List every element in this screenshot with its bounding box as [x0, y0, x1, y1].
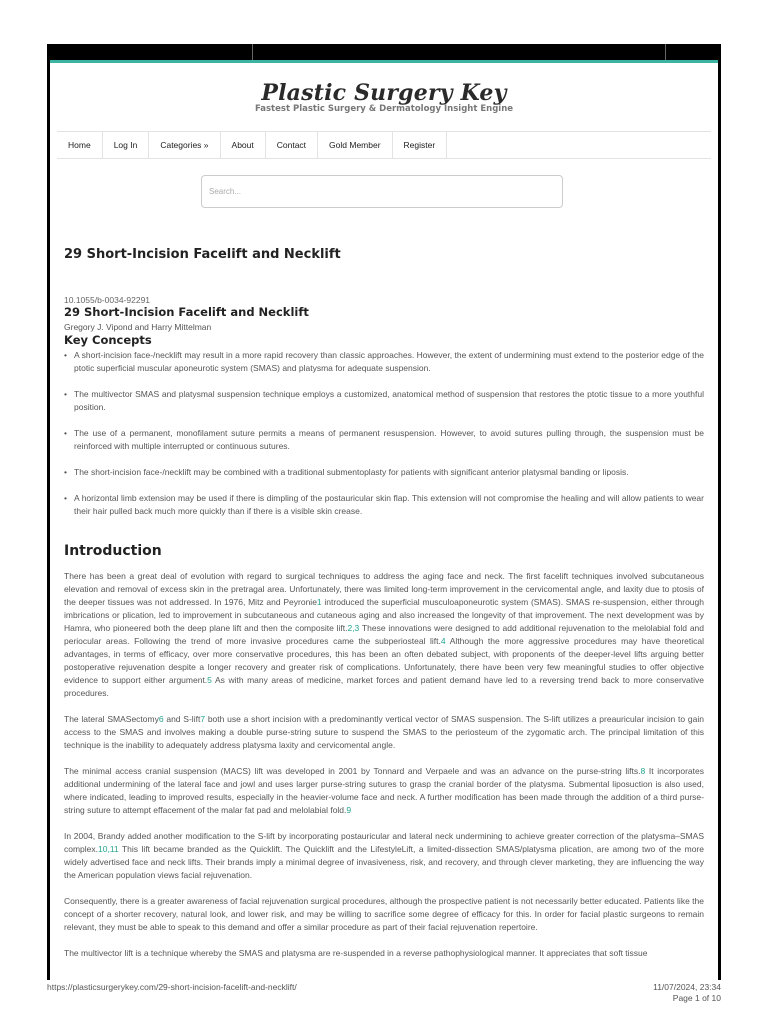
paragraph — [64, 830, 704, 882]
page-title: 29 Short-Incision Facelift and Necklift — [64, 247, 341, 262]
paragraph — [64, 765, 704, 817]
footer-datetime: 11/07/2024, 23:34 — [653, 982, 721, 992]
reference-link[interactable]: 4 — [440, 636, 446, 646]
paragraph: Consequently, there is a greater awareness of facial rejuvenation surgical procedures, although the prospective patient is not necessarily better educated. Patients like the concept of a shorter recovery, natural look, and lower risk, and may be willing to sacrifice some degree of efficacy for this. In order for facial plastic surgeons to remain relevant, they must be able to speak to this demand and offer a similar procedure as part of their facial rejuvenation repertoire. — [64, 896, 704, 932]
footer-url: https://plasticsurgerykey.com/29-short-incision-facelift-and-necklift/ — [47, 982, 297, 992]
topbar-divider — [252, 44, 253, 60]
nav-gold-member[interactable]: Gold Member — [318, 132, 393, 158]
footer-page-number: Page 1 of 10 — [672, 993, 721, 1003]
article-title: 29 Short-Incision Facelift and Necklift — [64, 305, 309, 319]
paragraph-text: Although the more aggressive procedures may have theoretical advantages, in terms of efficacy, over more conservative procedures, this has been an often debated subject, with proponents of the deeper-level lifts arguing better postoperative rejuvenation despite a longer recovery and greater risk of complications. Unfortunately, there have been very few meaningful studies to offer objective evidence to support either argument. — [64, 636, 705, 685]
reference-link[interactable]: 5 — [207, 675, 212, 685]
paragraph-text: The minimal access cranial suspension (MACS) lift was developed in 2001 by Tonnard and Verpaele and was an advance on the purse-string lifts. — [64, 766, 641, 776]
article-authors: Gregory J. Vipond and Harry Mittelman — [64, 322, 212, 332]
paragraph-text: and S-lift — [163, 714, 201, 724]
list-item: • A horizontal limb extension may be used if there is dimpling of the postauricular skin flap. This extension will not compromise the healing and will allow patients to wear their hair pulled back much more quickly than if there is a visible skin crease. — [64, 492, 704, 518]
nav-about[interactable]: About — [221, 132, 266, 158]
reference-link[interactable]: 10,11 — [98, 844, 119, 854]
reference-link[interactable]: 6 — [158, 714, 164, 724]
paragraph: The multivector lift is a technique whereby the SMAS and platysma are re-suspended in a reverse pathophysiological manner. It appreciates that soft tissue — [64, 948, 648, 958]
article-doi: 10.1055/b-0034-92291 — [64, 295, 151, 305]
topbar-divider — [665, 44, 666, 60]
paragraph-text: The lateral SMASectomy — [64, 714, 159, 724]
list-item: • The use of a permanent, monofilament suture permits a means of permanent resuspension. However, to avoid sutures pulling through, the suspension must be reinforced with multiple interrupted or continuous sutures. — [64, 427, 704, 453]
nav-login[interactable]: Log In — [103, 132, 150, 158]
list-item: • The short-incision face-/necklift may be combined with a traditional submentoplasty for patients with significant anterior platysmal banding or liposis. — [64, 466, 704, 479]
paragraph-text: As with many areas of medicine, market forces and patient demand have led to a reversing trend back to more conservative procedures. — [64, 675, 704, 698]
accent-line — [50, 60, 718, 63]
list-item: • A short-incision face-/necklift may result in a more rapid recovery than classic approaches. However, the extent of undermining must extend to the posterior edge of the ptotic superficial muscular aponeurotic system (SMAS) and platysma for adequate suspension. — [64, 349, 704, 375]
paragraph-text: These innovations were designed to add additional rejuvenation to the melolabial fold and periocular areas. Following the trend of more invasive procedures came the subperiosteal lift. — [64, 623, 704, 646]
paragraph-text: In 2004, Brandy added another modification to the S-lift by incorporating postauricular and lateral neck undermining to achieve greater correction of the platysma–SMAS complex. — [64, 831, 704, 854]
nav-register[interactable]: Register — [393, 132, 448, 158]
top-black-bar — [47, 44, 721, 60]
reference-link[interactable]: 8 — [640, 766, 646, 776]
reference-link[interactable]: 1 — [316, 597, 322, 607]
paragraph-text: both use a short incision with a predominantly vertical vector of SMAS suspension. The S-lift utilizes a preauricular incision to gain access to the SMAS and involves making a double purse-string suture to suspend the SMAS to the periosteum of the zygomatic arch. The principal limitation of this technique is the inability to adequately address platysma laxity and cervicomental angle. — [64, 714, 704, 750]
main-nav — [57, 131, 711, 159]
paragraph-text: It incorporates additional undermining of the lateral face and jowl and uses larger purse-string sutures to grasp the cranial border of the platysma. Submental liposuction is also used, where indicated, leading to improved results, especially in the heavier-volume face and neck. A further modification has been made through the addition of a third purse-string suture to attempt effacement of the malar fat pad and melolabial fold. — [64, 766, 704, 815]
introduction-heading: Introduction — [64, 543, 162, 559]
paragraph — [64, 570, 704, 700]
reference-link[interactable]: 2,3 — [347, 623, 360, 633]
key-concepts-list — [64, 349, 704, 531]
paragraph — [64, 713, 704, 752]
reference-link[interactable]: 7 — [200, 714, 206, 724]
article-body — [64, 570, 704, 973]
nav-categories[interactable]: Categories » — [149, 132, 220, 158]
paragraph-text: There has been a great deal of evolution with regard to surgical techniques to address the aging face and neck. The first facelift techniques involved subcutaneous elevation and removal of excess skin in the pretragal area. Unfortunately, there was limited long-term improvement in the cervicomental angle, and laxity due to ptosis of the deeper tissues was not addressed. In 1976, Mitz and Peyronie — [64, 571, 704, 607]
reference-link[interactable]: 9 — [346, 805, 352, 815]
site-logo[interactable]: Plastic Surgery Key — [261, 80, 507, 106]
footer-meta — [653, 982, 721, 1004]
key-concepts-heading: Key Concepts — [64, 333, 152, 347]
paragraph-text: introduced the superficial musculoaponeurotic system (SMAS). SMAS re-suspension, either through imbrications or plication, led to improvement in subcutaneous and cutaneous aging and also increased the longevity of that improvement. The next development was by Hamra, who pioneered both the deep plane lift and then the composite lift. — [64, 597, 704, 633]
nav-contact[interactable]: Contact — [266, 132, 318, 158]
search-input[interactable]: Search... — [201, 175, 563, 208]
paragraph-text: This lift became branded as the Quicklift. The Quicklift and the LifestyleLift, a limited-dissection SMAS/platysma plication, are among two of the more widely advertised face and neck lifts. Their brands imply a minimal degree of invasiveness, risk, and recovery, and through clever marketing, they are influencing the way the American population views facial rejuvenation. — [64, 844, 704, 880]
site-tagline: Fastest Plastic Surgery & Dermatology Insight Engine — [254, 104, 514, 114]
list-item: • The multivector SMAS and platysmal suspension technique employs a customized, anatomical method of suspension that restores the ptotic tissue to a more youthful position. — [64, 388, 704, 414]
nav-home[interactable]: Home — [57, 132, 103, 158]
